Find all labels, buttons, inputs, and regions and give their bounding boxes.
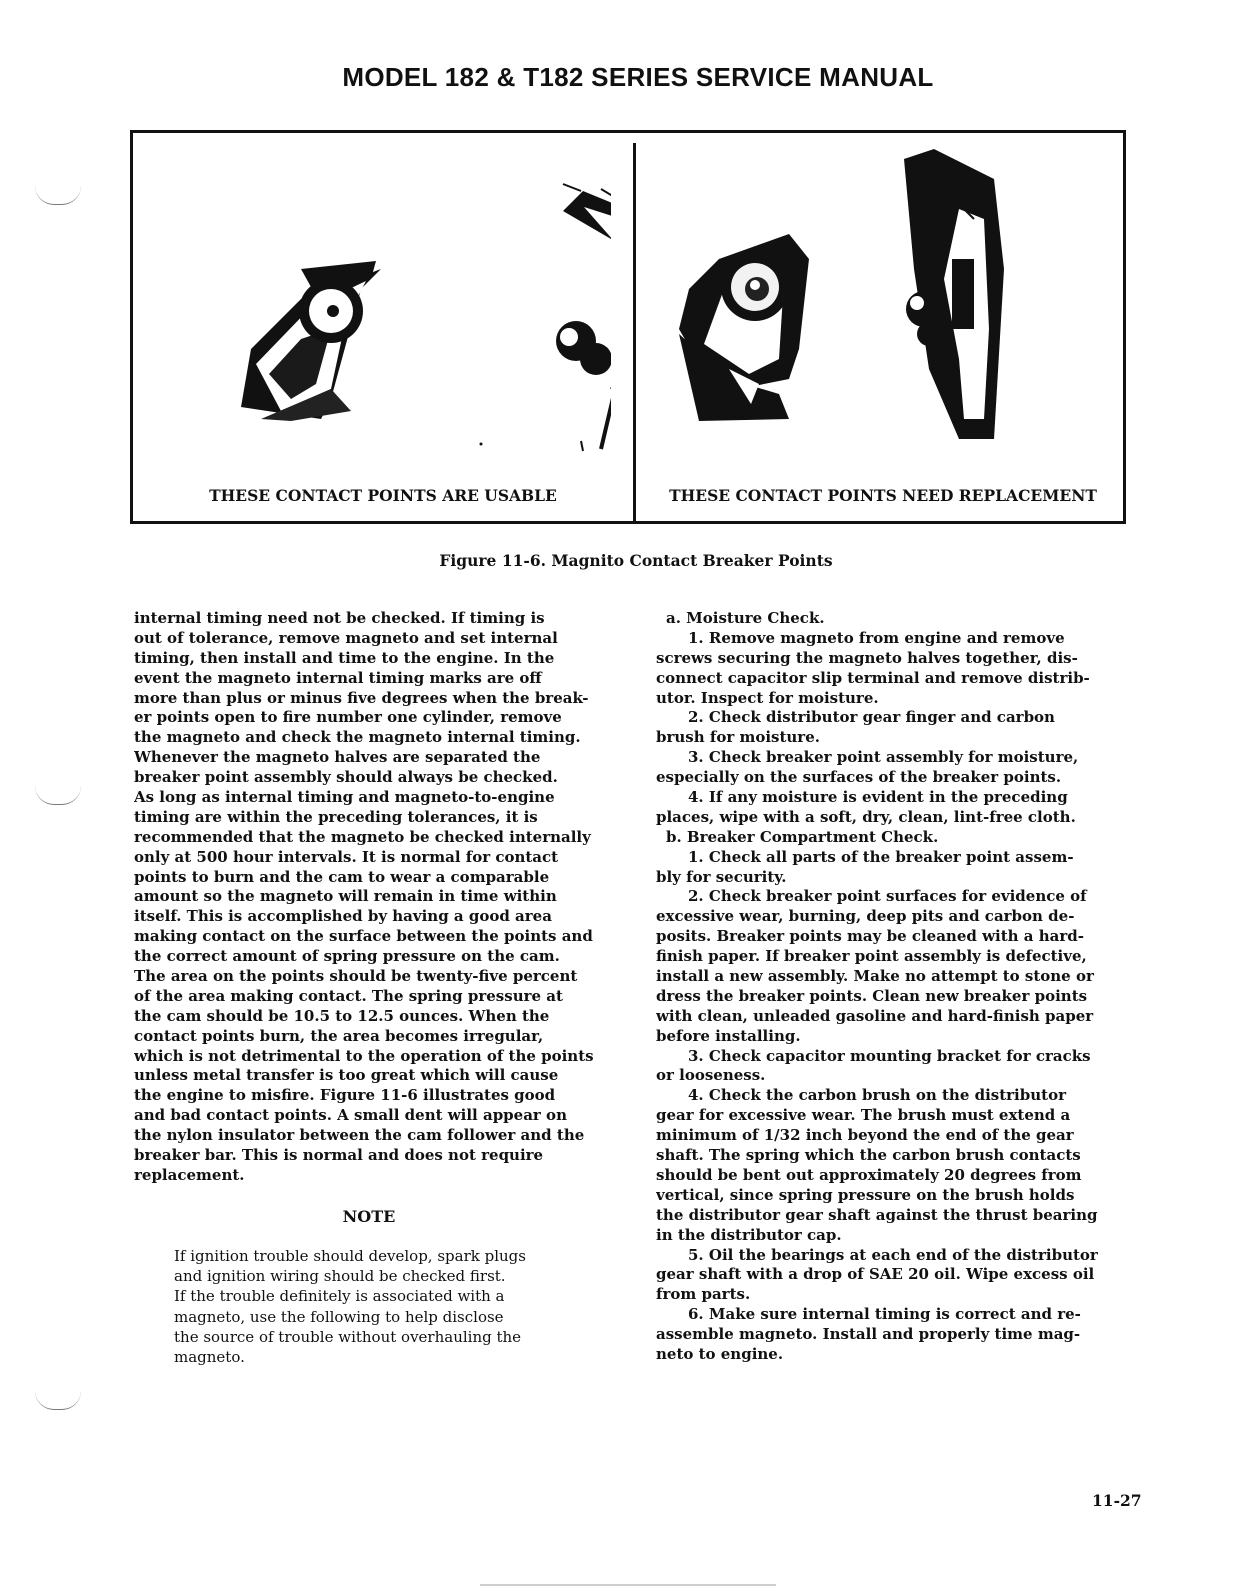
text-line: the distributor gear shaft against the thrust bearing: [656, 1205, 1098, 1224]
text-line: only at 500 hour intervals. It is normal for contact: [134, 847, 559, 866]
text-line: 6. Make sure internal timing is correct and re-: [688, 1305, 1081, 1324]
text-line: screws securing the magneto halves together, dis-: [656, 648, 1078, 667]
usable-contact-points-photo: [181, 149, 611, 463]
binding-hole-mark: [35, 1391, 81, 1410]
text-line: er points open to fire number one cylinder, remove: [134, 708, 562, 727]
text-line: b. Breaker Compartment Check.: [666, 827, 939, 846]
text-line: the magneto and check the magneto internal timing.: [134, 728, 581, 747]
text-line: 3. Check breaker point assembly for moisture,: [688, 748, 1079, 767]
text-line: posits. Breaker points may be cleaned with a hard-: [656, 927, 1084, 946]
text-line: 2. Check distributor gear finger and carbon: [688, 708, 1055, 727]
text-line: especially on the surfaces of the breaker points.: [656, 768, 1062, 787]
text-line: finish paper. If breaker point assembly is defective,: [656, 947, 1087, 966]
text-line: the nylon insulator between the cam follower and the: [134, 1126, 585, 1145]
text-line: and ignition wiring should be checked first.: [174, 1267, 506, 1286]
text-line: places, wipe with a soft, dry, clean, lint-free cloth.: [656, 807, 1076, 826]
text-line: shaft. The spring which the carbon brush contacts: [656, 1146, 1081, 1165]
page-edge-shadow: [480, 1584, 776, 1586]
text-line: of the area making contact. The spring pressure at: [134, 986, 563, 1005]
text-line: 1. Check all parts of the breaker point assem-: [688, 847, 1074, 866]
contact-points-usable-photo-icon: [181, 149, 611, 463]
text-line: utor. Inspect for moisture.: [656, 688, 879, 707]
text-line: itself. This is accomplished by having a good area: [134, 907, 552, 926]
binding-hole-mark: [35, 786, 81, 805]
note-body: [174, 1246, 584, 1367]
text-line: bly for security.: [656, 867, 787, 886]
text-line: excessive wear, burning, deep pits and carbon de-: [656, 907, 1075, 926]
replacement-points-caption: THESE CONTACT POINTS NEED REPLACEMENT: [669, 486, 1097, 505]
text-line: magneto.: [174, 1347, 245, 1366]
text-line: dress the breaker points. Clean new breaker points: [656, 986, 1088, 1005]
usable-points-caption: THESE CONTACT POINTS ARE USABLE: [209, 486, 557, 505]
contact-points-worn-photo-icon: [659, 149, 1111, 463]
text-line: internal timing need not be checked. If timing is: [134, 609, 545, 627]
text-line: or looseness.: [656, 1066, 766, 1085]
figure-frame: [130, 130, 1126, 524]
text-line: timing, then install and time to the engine. In the: [134, 648, 555, 667]
text-line: If the trouble definitely is associated with a: [174, 1287, 505, 1306]
text-line: 4. Check the carbon brush on the distributor: [688, 1086, 1066, 1105]
text-line: a. Moisture Check.: [666, 609, 825, 627]
text-line: from parts.: [656, 1285, 751, 1304]
text-line: recommended that the magneto be checked internally: [134, 827, 591, 846]
text-line: neto to engine.: [656, 1344, 784, 1363]
text-line: should be bent out approximately 20 degrees from: [656, 1165, 1082, 1184]
text-line: gear for excessive wear. The brush must extend a: [656, 1106, 1071, 1125]
text-line: The area on the points should be twenty-five percent: [134, 967, 578, 986]
page-title: MODEL 182 & T182 SERIES SERVICE MANUAL: [342, 62, 934, 92]
note-heading: NOTE: [342, 1207, 396, 1226]
text-line: install a new assembly. Make no attempt to stone or: [656, 967, 1094, 986]
text-line: before installing.: [656, 1026, 801, 1045]
figure-divider: [633, 143, 636, 521]
text-line: 4. If any moisture is evident in the preceding: [688, 788, 1068, 807]
text-line: brush for moisture.: [656, 728, 820, 747]
text-line: the source of trouble without overhauling the: [174, 1327, 522, 1346]
text-line: in the distributor cap.: [656, 1225, 842, 1244]
text-line: the correct amount of spring pressure on the cam.: [134, 947, 560, 966]
figure-title: Figure 11-6. Magnito Contact Breaker Points: [439, 551, 833, 570]
binding-hole-mark: [35, 186, 81, 205]
text-line: contact points burn, the area becomes irregular,: [134, 1026, 544, 1045]
text-line: 5. Oil the bearings at each end of the distributor: [688, 1245, 1098, 1264]
page-number: 11-27: [1092, 1491, 1142, 1510]
text-line: amount so the magneto will remain in time within: [134, 887, 557, 906]
text-line: If ignition trouble should develop, spark plugs: [174, 1247, 526, 1265]
left-text-column: [134, 609, 612, 1186]
worn-contact-points-photo: [659, 149, 1111, 463]
text-line: event the magneto internal timing marks are off: [134, 668, 542, 687]
text-line: replacement.: [134, 1165, 245, 1184]
text-line: minimum of 1/32 inch beyond the end of the gear: [656, 1126, 1074, 1145]
text-line: vertical, since spring pressure on the brush holds: [656, 1185, 1075, 1204]
text-line: with clean, unleaded gasoline and hard-finish paper: [656, 1006, 1094, 1025]
text-line: and bad contact points. A small dent will appear on: [134, 1106, 567, 1125]
text-line: 2. Check breaker point surfaces for evidence of: [688, 887, 1087, 906]
text-line: timing are within the preceding tolerances, it is: [134, 807, 538, 826]
text-line: magneto, use the following to help disclose: [174, 1307, 504, 1326]
text-line: breaker point assembly should always be checked.: [134, 768, 558, 787]
text-line: connect capacitor slip terminal and remove distrib-: [656, 668, 1090, 687]
text-line: 1. Remove magneto from engine and remove: [688, 628, 1065, 647]
text-line: the engine to misfire. Figure 11-6 illustrates good: [134, 1086, 556, 1105]
text-line: out of tolerance, remove magneto and set internal: [134, 628, 558, 647]
text-line: As long as internal timing and magneto-to-engine: [134, 788, 555, 807]
text-line: more than plus or minus five degrees when the break-: [134, 688, 589, 707]
right-text-column: [656, 609, 1122, 1365]
text-line: making contact on the surface between the points and: [134, 927, 593, 946]
text-line: unless metal transfer is too great which will cause: [134, 1066, 559, 1085]
text-line: which is not detrimental to the operation of the points: [134, 1046, 594, 1065]
text-line: assemble magneto. Install and properly time mag-: [656, 1325, 1081, 1344]
text-line: the cam should be 10.5 to 12.5 ounces. When the: [134, 1006, 550, 1025]
text-line: gear shaft with a drop of SAE 20 oil. Wipe excess oil: [656, 1265, 1095, 1284]
text-line: 3. Check capacitor mounting bracket for cracks: [688, 1046, 1091, 1065]
text-line: Whenever the magneto halves are separated the: [134, 748, 541, 767]
text-line: breaker bar. This is normal and does not require: [134, 1146, 544, 1165]
text-line: points to burn and the cam to wear a comparable: [134, 867, 550, 886]
